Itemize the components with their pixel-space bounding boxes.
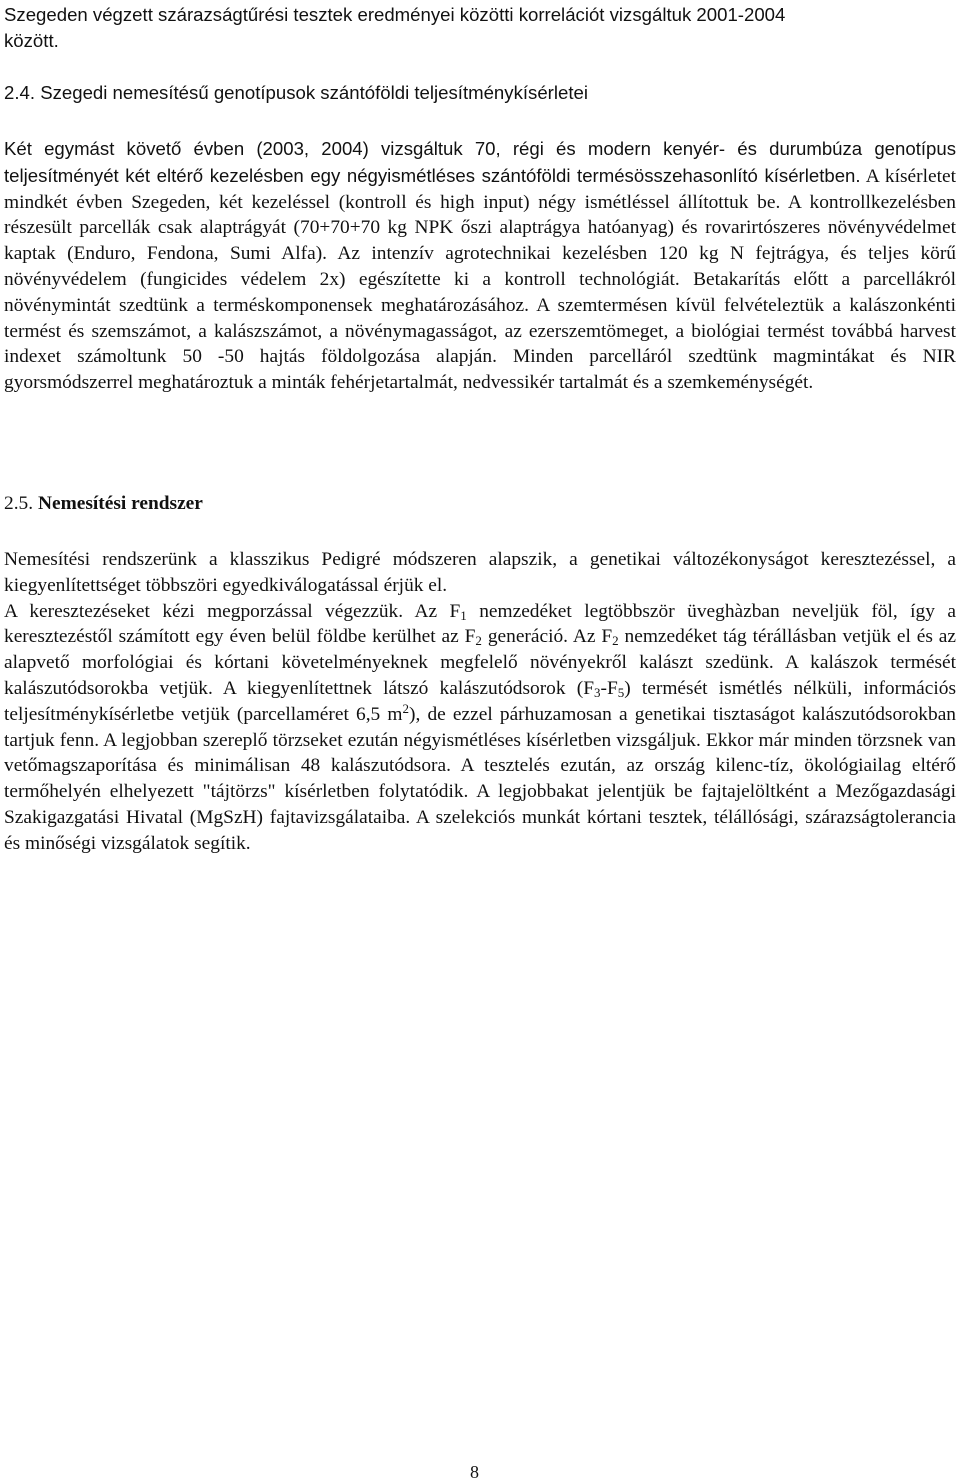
section-2-5-paragraph-1: Nemesítési rendszerünk a klasszikus Pedigré módszeren alapszik, a genetikai változékonyságot keresztezéssel, a kiegyenlítettséget többszöri egyedkiválogatással érjük el. [4, 549, 956, 596]
section-2-4-paragraph [4, 136, 956, 396]
subscript: 2 [475, 633, 482, 649]
superscript: 2 [402, 700, 409, 716]
subscript: 3 [594, 684, 601, 700]
section-2-4-sans-text: Két egymást követő évben (2003, 2004) vizsgáltuk 70, régi és modern kenyér- és durumbúza genotípus teljesítményét két eltérő kezelésben egy négyismétléses szántóföldi termésösszehasonlító kísérletben. [4, 138, 956, 186]
section-2-5-number: 2.5. [4, 493, 34, 514]
subscript: 1 [460, 607, 467, 623]
intro-paragraph [4, 2, 956, 54]
section-2-4-serif-text: A kísérletet mindkét évben Szegeden, két kezeléssel (kontroll és high input) négy ismétléssel állítottuk be. A kontrollkezelésben részesült parcellák csak alaptrágyát (70+70+70 kg NPK őszi alaptrágya hatóanyag) és rovarirtószeres növényvédelmet kaptak (Enduro, Fendona, Sumi Alfa). Az intenzív agrotechnikai kezelésben 120 kg N fejtrágya, és teljes körű növényvédelem (fungicides védelem 2x) egészítette ki a kontroll technológiát. Betakarítás előtt a parcellákról növénymintát szedtünk a terméskomponensek meghatározásához. A szemtermésen kívül felvételeztük a kalászonkénti termést és szemszámot, a kalászszámot, a növénymagasságot, az ezerszemtömeget, a biológiai termést továbbá harvest indexet számoltunk 50 -50 hajtás földolgozása alapján. Minden parcelláról szedtünk magmintákat és NIR gyorsmódszerrel meghatároztuk a minták fehérjetartalmát, nedvessikér tartalmát és a szemkeménységét. [4, 165, 956, 394]
page-number: 8 [470, 1462, 479, 1482]
section-2-4-title: Szegedi nemesítésű genotípusok szántóföldi teljesítménykísérletei [40, 82, 588, 103]
section-2-4-number: 2.4. [4, 82, 36, 103]
text-run: ), de ezzel párhuzamosan a genetikai tisztaságot kalászutódsorokban tartjuk fenn. A legjobban szereplő törzseket ezután négyismétléses kísérletben vizsgáljuk. Ekkor már minden törzsnek van vetőmagszaporítása és minimálisan 48 kalászutódsora. A tesztelés ezután, az ország kilenc-tíz, ökológiailag eltérő termőhelyén elhelyezett "tájtörzs" kísérletben folytatódik. A legjobbakat jelentjük be fajtajelöltként a Mezőgazdasági Szakigazgatási Hivatal (MgSzH) fajtavizsgálataiba. A szelekciós munkát kórtani tesztek, télállósági, szárazságtolerancia és minőségi vizsgálatok segítik. [4, 703, 956, 854]
text-run: -F [600, 677, 618, 699]
intro-line-2: között. [4, 30, 59, 51]
subscript: 5 [617, 684, 625, 700]
text-run: generáció. Az F [481, 626, 613, 648]
section-2-5-title: Nemesítési rendszer [37, 493, 203, 514]
text-run: A keresztezéseket kézi megporzással végezzük. Az F [4, 600, 461, 622]
subscript: 2 [612, 633, 619, 649]
section-2-5-paragraph-2 [4, 599, 956, 857]
text-run: nemzedéket legtöbbször üveghàzban neveljük föl, így a keresztezéstől számított egy éven belül földbe kerülhet az F [4, 600, 956, 648]
intro-line-1: Szegeden végzett szárazságtűrési tesztek eredményei közötti korrelációt vizsgáltuk 2001-2004 [4, 4, 786, 25]
section-2-5-body [4, 547, 956, 857]
text-run: nemzedéket tág térállásban vetjük el és az alapvető morfológiai és kórtani követelményeknek megfelelő növényekről kalászt szedünk. A kalászok termését kalászutódsorokba vetjük. A kiegyenlítettnek látszó kalászutódsorok (F [4, 626, 956, 699]
section-2-5-heading [4, 493, 203, 515]
text-run: ) termését ismétlés nélküli, információs teljesítménykísérletbe vetjük (parcellaméret 6,5 m [4, 677, 956, 725]
section-2-4-heading [4, 80, 956, 106]
